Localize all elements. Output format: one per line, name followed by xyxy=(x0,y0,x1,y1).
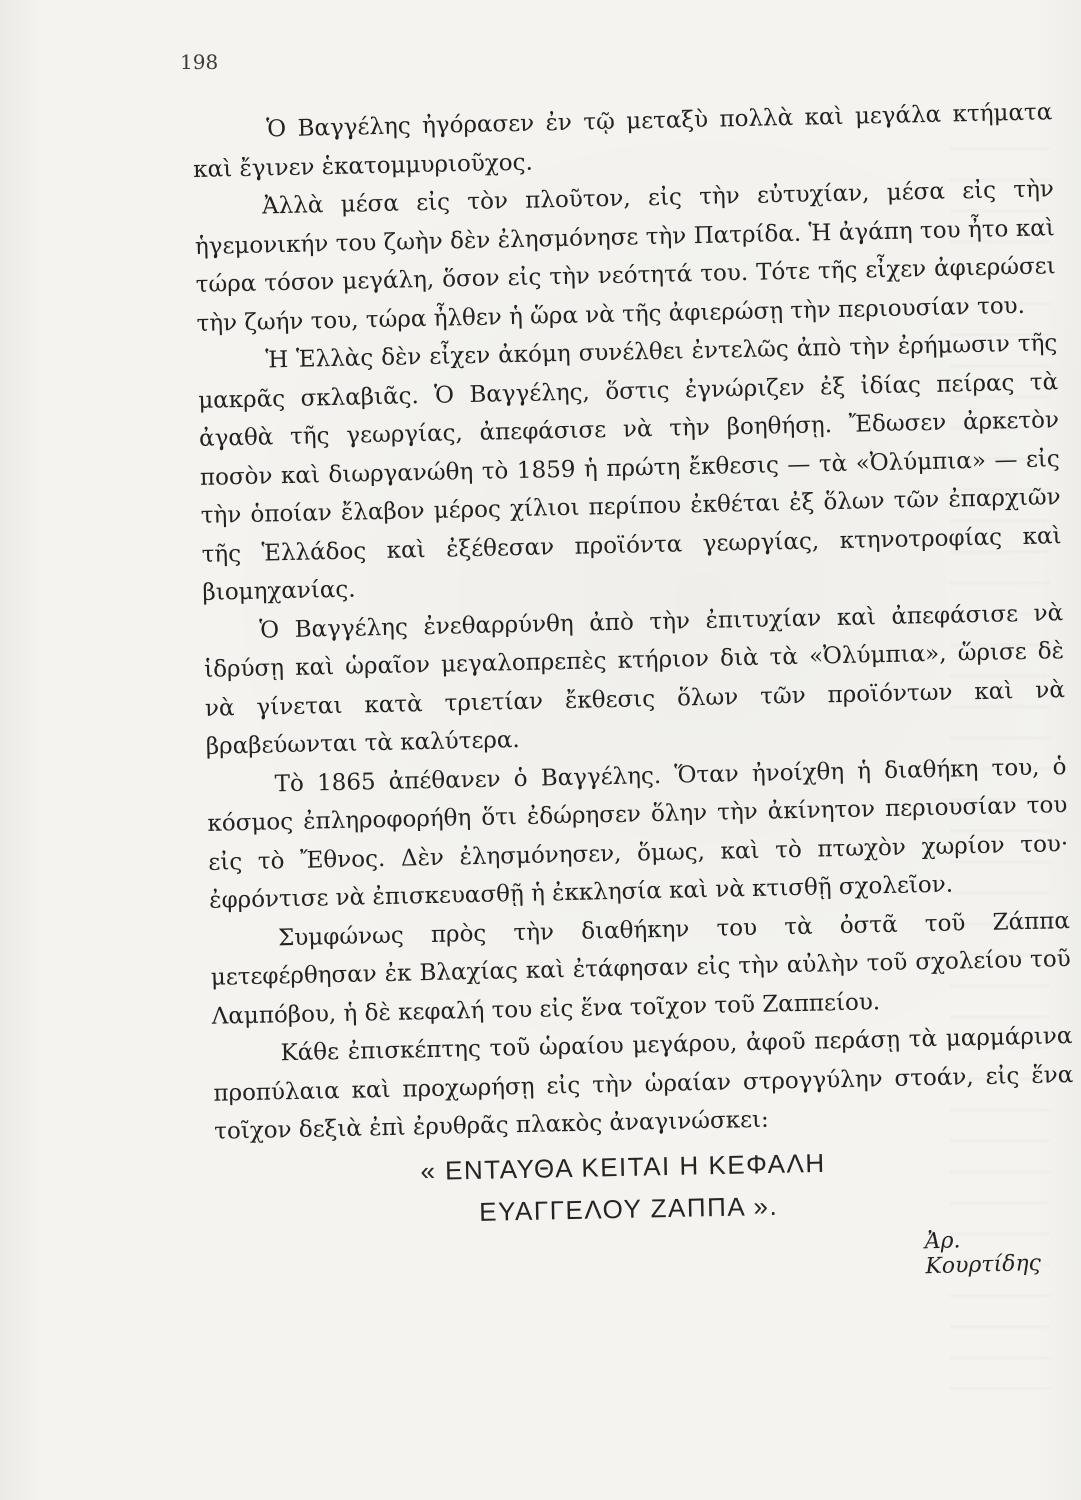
author-signature: Ἀρ. Κουρτίδης xyxy=(924,1228,1042,1280)
paragraph-7: Κάθε ἐπισκέπτης τοῦ ὡραίου μεγάρου, ἀφοῦ περάσῃ τὰ μαρμάρινα προπύλαια καὶ προχωρήσῃ εἰς τὴν ὡραίαν στρογγύλην στοάν, εἰς ἕνα τοῖχον δεξιὰ ἐπὶ ἐρυθρᾶς πλακὸς ἀναγινώσκει: xyxy=(213,1023,1074,1145)
paragraph-5: Τὸ 1865 ἀπέθανεν ὁ Βαγγέλης. Ὅταν ἠνοίχθη ἡ διαθήκη του, ὁ κόσμος ἐπληροφορήθη ὅτι ἐδώρησεν ὅλην τὴν ἀκίνητον περιουσίαν του εἰς τὸ Ἔθνος. Δὲν ἐλησμόνησεν, ὅμως, καὶ τὸ πτωχὸν χωρίον του· ἐφρόντισε νὰ ἐπισκευασθῇ ἡ ἐκκλησία καὶ νὰ κτισθῇ σχολεῖον. xyxy=(207,753,1069,914)
inscription-line-1: « ΕΝΤΑΥΘΑ ΚΕΙΤΑΙ Η ΚΕΦΑΛΗ xyxy=(420,1147,826,1186)
paragraph-1: Ὁ Βαγγέλης ἠγόρασεν ἐν τῷ μεταξὺ πολλὰ καὶ μεγάλα κτήματα καὶ ἔγινεν ἑκατομμυριοῦχος. xyxy=(192,99,1053,183)
main-text-block xyxy=(192,93,1074,1151)
paragraph-2: Ἀλλὰ μέσα εἰς τὸν πλοῦτον, εἰς τὴν εὐτυχίαν, μέσα εἰς τὴν ἡγεμονικήν του ζωὴν δὲν ἐλησμόνησε τὴν Πατρίδα. Ἡ ἀγάπη του ἦτο καὶ τώρα τόσον μεγάλη, ὅσον εἰς τὴν νεότητά του. Τότε τῆς εἶχεν ἀφιερώσει τὴν ζωήν του, τώρα ἦλθεν ἡ ὥρα νὰ τῆς ἀφιερώσῃ τὴν περιουσίαν του. xyxy=(194,176,1056,337)
page-number: 198 xyxy=(180,50,219,74)
paragraph-4: Ὁ Βαγγέλης ἐνεθαρρύνθη ἀπὸ τὴν ἐπιτυχίαν καὶ ἀπεφάσισε νὰ ἱδρύσῃ καὶ ὡραῖον μεγαλοπρεπὲς κτήριον διὰ τὰ «Ὀλύμπια», ὥρισε δὲ νὰ γίνεται κατὰ τριετίαν ἔκθεσις ὅλων τῶν προϊόντων καὶ νὰ βραβεύωνται τὰ καλύτερα. xyxy=(203,599,1066,760)
inscription-line-2: ΕΥΑΓΓΕΛΟΥ ΖΑΠΠΑ ». xyxy=(478,1190,779,1227)
red-plaque-inscription xyxy=(420,1140,922,1234)
paragraph-6: Συμφώνως πρὸς τὴν διαθήκην του τὰ ὀστᾶ τοῦ Ζάππα μετεφέρθησαν ἐκ Βλαχίας καὶ ἐτάφησαν εἰς τὴν αὐλὴν τοῦ σχολείου τοῦ Λαμπόβου, ἡ δὲ κεφαλή του εἰς ἕνα τοῖχον τοῦ Ζαππείου. xyxy=(210,907,1071,1030)
paragraph-3: Ἡ Ἑλλὰς δὲν εἶχεν ἀκόμη συνέλθει ἐντελῶς ἀπὸ τὴν ἐρήμωσιν τῆς μακρᾶς σκλαβιᾶς. Ὁ Βαγγέλης, ὅστις ἐγνώριζεν ἐξ ἰδίας πείρας τὰ ἀγαθὰ τῆς γεωργίας, ἀπεφάσισε νὰ τὴν βοηθήσῃ. Ἔδωσεν ἀρκετὸν ποσὸν καὶ διωργανώθη τὸ 1859 ἡ πρώτη ἔκθεσις — τὰ «Ὀλύμπια» — εἰς τὴν ὁποίαν ἔλαβον μέρος χίλιοι περίπου ἐκθέται ἐξ ὅλων τῶν ἐπαρχιῶν τῆς Ἑλλάδος καὶ ἐξέθεσαν προϊόντα γεωργίας, κτηνοτροφίας καὶ βιομηχανίας. xyxy=(198,330,1062,606)
